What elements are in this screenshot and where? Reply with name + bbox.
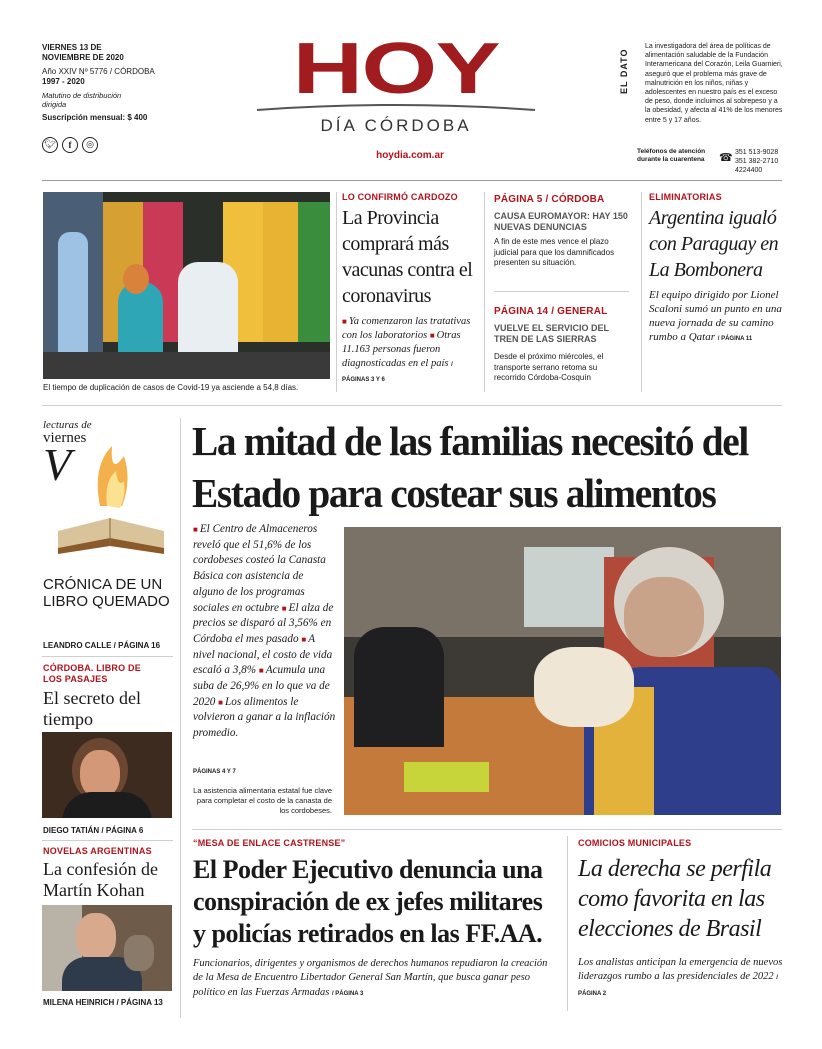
main-bullets bbox=[193, 522, 337, 742]
cronica-credit: LEANDRO CALLE / PÁGINA 16 bbox=[43, 641, 161, 650]
twitter-icon[interactable]: 🐦︎ bbox=[42, 137, 58, 153]
story-text: Los analistas anticipan la emergencia de nuevos liderazgos rumbo a las presidenciales de 2022 bbox=[578, 957, 783, 983]
sidebar-story-kohan[interactable] bbox=[43, 846, 175, 901]
story-text-block bbox=[578, 956, 783, 1001]
main-headline[interactable]: La mitad de las familias necesitó del Estado para costear sus alimentos bbox=[192, 418, 748, 516]
story-euromayor[interactable] bbox=[494, 194, 629, 269]
masthead-left-info bbox=[42, 43, 172, 153]
phone-number[interactable]: 351 513-9028 bbox=[735, 149, 779, 156]
story-brasil[interactable] bbox=[578, 838, 783, 1001]
masthead-divider bbox=[42, 180, 782, 181]
story-kicker: COMICIOS MUNICIPALES bbox=[578, 838, 692, 848]
logo-subtitle: DÍA CÓRDOBA bbox=[320, 116, 472, 135]
social-links bbox=[42, 137, 172, 153]
story-text: Funcionarios, dirigentes y organismos de derechos humanos repudiaron la creación de la Mesa de Encuentro Libertador General San Martín, que busca ganar peso político en las Fuerzas Armadas bbox=[193, 958, 548, 998]
story-text: A fin de este mes vence el plazo judicial para que los damnificados presenten su situación. bbox=[494, 237, 615, 267]
story-vacunas[interactable] bbox=[342, 192, 477, 387]
bullet-text: ■ Acumula una suba de 26,9% en lo que va de 2020 bbox=[193, 664, 330, 707]
el-dato-box bbox=[619, 42, 785, 148]
phones-label: Teléfonos de atención durante la cuarentena bbox=[637, 148, 706, 163]
phone-icon: ☎ bbox=[719, 151, 733, 164]
lecturas-line2: viernes bbox=[43, 430, 87, 446]
story-kicker: CÓRDOBA. LIBRO DE LOS PASAJES bbox=[43, 663, 141, 684]
issue-edition: Año XXIV Nº 5776 / CÓRDOBA bbox=[42, 67, 155, 76]
story-headline[interactable]: Argentina igualó con Paraguay en La Bombonera bbox=[649, 207, 779, 281]
story-kicker: PÁGINA 14 / GENERAL bbox=[494, 306, 608, 317]
diego-tatian-photo bbox=[42, 732, 172, 818]
page-ref: / PÁGINA 2 bbox=[578, 975, 778, 997]
covid-test-photo bbox=[43, 192, 330, 379]
col-divider bbox=[484, 192, 485, 392]
cronica-title[interactable]: CRÓNICA DE UN LIBRO QUEMADO bbox=[43, 576, 170, 610]
story-headline[interactable]: CAUSA EUROMAYOR: HAY 150 NUEVAS DENUNCIAS bbox=[494, 211, 628, 232]
instagram-icon[interactable]: ◎ bbox=[82, 137, 98, 153]
lecturas-line3: V bbox=[43, 439, 72, 490]
bullet-text: ■ El alza de precios se disparó al 3,56% en Córdoba el mes pasado bbox=[193, 602, 333, 645]
logo-text: HOY bbox=[292, 29, 500, 109]
newspaper-logo[interactable] bbox=[255, 29, 537, 136]
main-photo-caption: La asistencia alimentaria estatal fue clave para completar el costo de la canasta de los cordobeses. bbox=[193, 786, 332, 815]
page-ref: / PÁGINAS 3 Y 6 bbox=[342, 362, 453, 383]
col-divider bbox=[567, 836, 568, 1011]
story-bullets bbox=[342, 315, 477, 387]
sidebar-divider-vertical bbox=[180, 418, 181, 1018]
diego-credit: DIEGO TATIÁN / PÁGINA 6 bbox=[43, 826, 144, 835]
story-kicker: “MESA DE ENLACE CASTRENSE” bbox=[193, 838, 346, 848]
story-headline[interactable]: La derecha se perfila como favorita en las elecciones de Brasil bbox=[578, 856, 772, 942]
page-ref: / PÁGINA 11 bbox=[717, 336, 753, 342]
story-headline[interactable]: VUELVE EL SERVICIO DEL TREN DE LAS SIERRAS bbox=[494, 323, 609, 344]
el-dato-text: La investigadora del área de políticas de alimentación saludable de la Fundación Interamericana del Corazón, Leila Guarnieri, aseguró que el problema más grave de malnutrición en los niños, niñas y adolescentes en nuestro país es el exceso de peso, donde incluimos al sobrepeso y a la obesidad, y afecta al 41% de los menores entre 5 y 17 años. bbox=[645, 43, 783, 124]
story-mesa-castrense[interactable] bbox=[193, 838, 558, 1001]
col-divider bbox=[641, 192, 642, 392]
top-row-divider bbox=[42, 405, 782, 406]
el-dato-label: EL DATO bbox=[619, 48, 629, 94]
issue-date: VIERNES 13 DE NOVIEMBRE DE 2020 bbox=[42, 43, 124, 62]
covid-photo-caption: El tiempo de duplicación de casos de Covid-19 ya asciende a 54,8 días. bbox=[43, 383, 299, 392]
main-bottom-divider bbox=[192, 829, 782, 830]
story-tren[interactable] bbox=[494, 306, 629, 384]
bullet-text: ■ Los alimentos le volvieron a ganar a la inflación promedio. bbox=[193, 696, 335, 739]
col-divider bbox=[336, 192, 337, 392]
milena-credit: MILENA HEINRICH / PÁGINA 13 bbox=[43, 998, 163, 1007]
sidebar-divider bbox=[42, 656, 173, 657]
story-kicker: NOVELAS ARGENTINAS bbox=[43, 846, 152, 856]
issue-years: 1997 - 2020 bbox=[42, 77, 85, 86]
story-kicker: ELIMINATORIAS bbox=[649, 192, 722, 202]
main-page-ref: PÁGINAS 4 Y 7 bbox=[193, 769, 236, 775]
website-link[interactable]: hoydia.com.ar bbox=[376, 150, 444, 161]
story-text: Desde el próximo miércoles, el transporte serrano retoma su recorrido Córdoba-Cosquín bbox=[494, 352, 604, 382]
bullet-text: ■ El Centro de Almaceneros reveló que el 51,6% de los cordobeses costeó la Canasta Básica con asistencia de alguno de los programas sociales en octubre bbox=[193, 523, 326, 614]
bullet-text: ■ A nivel nacional, el costo de vida escaló a 3,8% bbox=[193, 633, 332, 676]
distribution-note: Matutino de distribución dirigida bbox=[42, 91, 122, 109]
burning-book-illustration bbox=[52, 426, 170, 564]
story-headline[interactable]: El secreto del tiempo bbox=[43, 688, 141, 729]
story-divider bbox=[494, 291, 629, 292]
almacen-photo bbox=[344, 527, 781, 815]
bullet-text: ■ Ya comenzaron las tratativas con los laboratorios bbox=[342, 316, 470, 341]
story-text-block bbox=[649, 288, 782, 346]
story-kicker: LO CONFIRMÓ CARDOZO bbox=[342, 192, 458, 202]
phone-number[interactable]: 351 382-2710 bbox=[735, 158, 779, 165]
story-headline[interactable]: El Poder Ejecutivo denuncia una conspiración de ex jefes militares y policías retirados en las FF.AA. bbox=[193, 855, 543, 948]
bullet-text: ■ Otras 11.163 personas fueron diagnosticadas en el país bbox=[342, 330, 461, 369]
phones-list bbox=[735, 148, 778, 175]
martin-kohan-photo bbox=[42, 905, 172, 991]
page-ref: / PÁGINA 3 bbox=[331, 990, 364, 997]
phone-number[interactable]: 4224400 bbox=[735, 167, 763, 174]
facebook-icon[interactable]: f bbox=[62, 137, 78, 153]
sidebar-divider bbox=[42, 840, 173, 841]
story-text: El equipo dirigido por Lionel Scaloni sumó un punto en una nueva jornada de su camino rumbo a Qatar bbox=[649, 289, 782, 343]
story-eliminatorias[interactable] bbox=[649, 192, 782, 346]
sidebar-story-secreto[interactable] bbox=[43, 663, 173, 730]
lecturas-line1: lecturas de bbox=[43, 419, 92, 431]
story-kicker: PÁGINA 5 / CÓRDOBA bbox=[494, 194, 605, 205]
story-headline[interactable]: La Provincia comprará más vacunas contra el coronavirus bbox=[342, 207, 473, 307]
phones-block bbox=[637, 148, 782, 176]
story-headline[interactable]: La confesión de Martín Kohan bbox=[43, 859, 158, 900]
subscription-price: Suscripción mensual: $ 400 bbox=[42, 113, 148, 122]
story-text-block bbox=[193, 957, 558, 1001]
